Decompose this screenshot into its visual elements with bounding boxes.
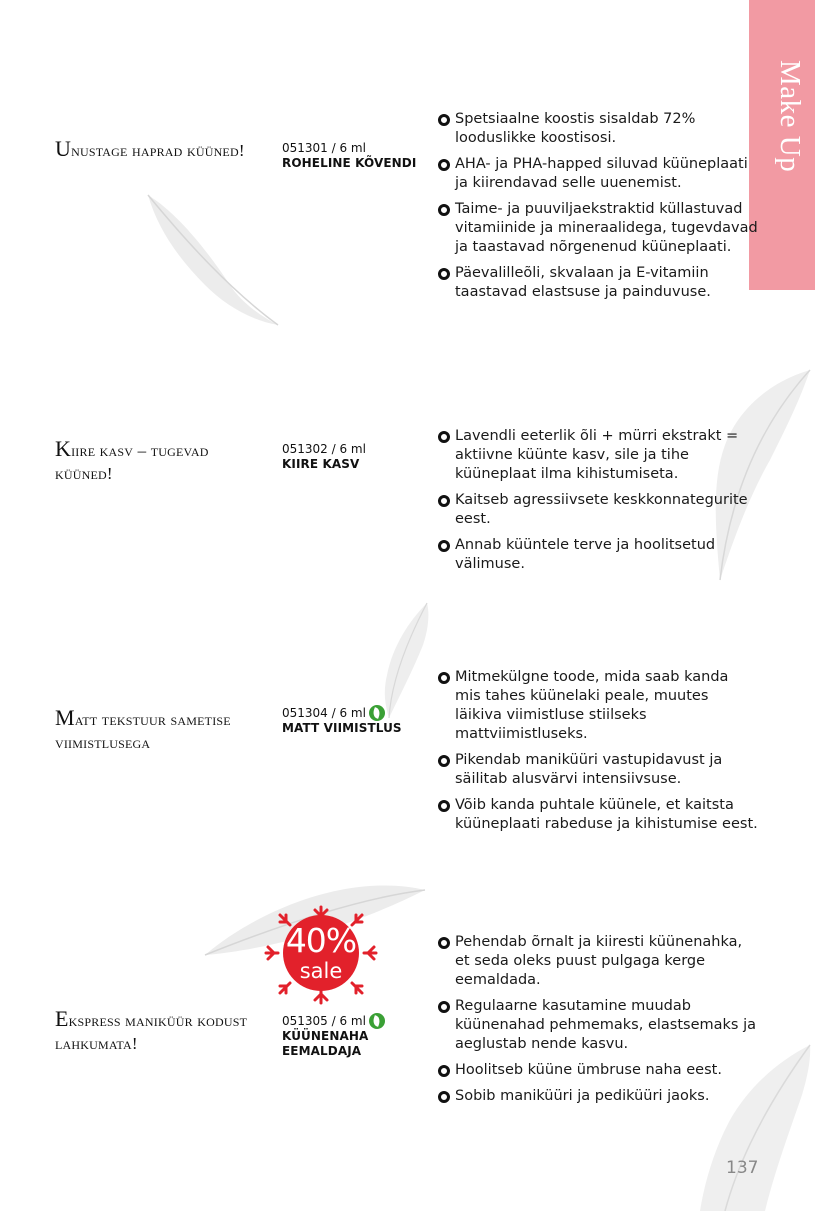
- product-title: Unustage haprad küüned!: [55, 136, 245, 161]
- list-item: Lavendli eeterlik õli + mürri ekstrakt = aktiivne küünte kasv, sile ja tihe küüneplaat ilma kihistumiseta.: [438, 427, 758, 484]
- product-code: 051302 / 6 ml: [282, 442, 366, 456]
- list-item: AHA- ja PHA-happed siluvad küüneplaati ja kiirendavad selle uuenemist.: [438, 155, 758, 193]
- list-item: Sobib maniküüri ja pediküüri jaoks.: [438, 1087, 758, 1106]
- bullet-icon: [438, 495, 450, 507]
- bullet-icon: [438, 755, 450, 767]
- sale-word: sale: [299, 959, 343, 983]
- product-title: Kiire kasv – tugevad küüned!: [55, 436, 209, 483]
- product-title: Ekspress maniküür kodust lahkumata!: [55, 1006, 248, 1053]
- product-name: KIIRE KASV: [282, 457, 360, 471]
- bullet-icon: [438, 540, 450, 552]
- bullet-icon: [438, 1065, 450, 1077]
- sale-circle: [283, 915, 359, 991]
- page-number: 137: [726, 1158, 759, 1178]
- bullet-icon: [438, 268, 450, 280]
- bullet-icon: [438, 431, 450, 443]
- bullet-icon: [438, 204, 450, 216]
- list-item: Päevalilleõli, skvalaan ja E-vitamiin taastavad elastsuse ja painduvuse.: [438, 264, 758, 302]
- product-name: ROHELINE KÕVENDI: [282, 156, 417, 170]
- product-name: KÜÜNENAHA EEMALDAJA: [282, 1029, 369, 1058]
- list-item: Taime- ja puuviljaekstraktid küllastuvad vitamiinide ja mineraalidega, tugevdavad ja taastavad nõrgenenud küüneplaati.: [438, 200, 758, 257]
- bullet-icon: [438, 800, 450, 812]
- list-item: Regulaarne kasutamine muudab küünenahad pehmemaks, elastsemaks ja aeglustab nende kasvu.: [438, 997, 758, 1054]
- feather-illustration: [375, 600, 435, 720]
- sale-percent: 40%: [285, 921, 357, 960]
- product-code-block: [282, 441, 432, 472]
- product-code: 051305 / 6 ml: [282, 1014, 366, 1028]
- sale-badge: [262, 905, 380, 1005]
- list-item: Mitmekülgne toode, mida saab kanda mis tahes küünelaki peale, muutes läikiva viimistluse stiilseks mattviimistluseks.: [438, 668, 758, 744]
- feature-list: [438, 427, 758, 581]
- eco-leaf-icon: [369, 1013, 385, 1029]
- list-item: Kaitseb agressiivsete keskkonnategurite eest.: [438, 491, 758, 529]
- product-code: 051304 / 6 ml: [282, 706, 366, 720]
- list-item: Võib kanda puhtale küünele, et kaitsta küüneplaati rabeduse ja kihistumise eest.: [438, 796, 758, 834]
- list-item: Pikendab maniküüri vastupidavust ja säilitab alusvärvi intensiivsuse.: [438, 751, 758, 789]
- eco-leaf-icon: [369, 705, 385, 721]
- product-code-block: [282, 1013, 432, 1059]
- product-code: 051301 / 6 ml: [282, 141, 366, 155]
- feature-list: [438, 110, 758, 309]
- list-item: Pehendab õrnalt ja kiiresti küünenahka, et seda oleks puust pulgaga kerge eemaldada.: [438, 933, 758, 990]
- product-code-block: [282, 705, 432, 736]
- bullet-icon: [438, 672, 450, 684]
- bullet-icon: [438, 937, 450, 949]
- bullet-icon: [438, 1001, 450, 1013]
- product-code-row: [282, 705, 432, 721]
- bullet-icon: [438, 1091, 450, 1103]
- bullet-icon: [438, 114, 450, 126]
- product-code-block: [282, 140, 432, 171]
- list-item: Hoolitseb küüne ümbruse naha eest.: [438, 1061, 758, 1080]
- list-item: Annab küüntele terve ja hoolitsetud välimuse.: [438, 536, 758, 574]
- feature-list: [438, 933, 758, 1113]
- bullet-icon: [438, 159, 450, 171]
- product-title: Matt tekstuur sametise viimistlusega: [55, 705, 231, 752]
- list-item: Spetsiaalne koostis sisaldab 72% looduslikke koostisosi.: [438, 110, 758, 148]
- product-name: MATT VIIMISTLUS: [282, 721, 402, 735]
- feather-illustration: [140, 185, 285, 335]
- feature-list: [438, 668, 758, 841]
- product-code-row: [282, 1013, 432, 1029]
- section-tab-label: Make Up: [774, 60, 806, 173]
